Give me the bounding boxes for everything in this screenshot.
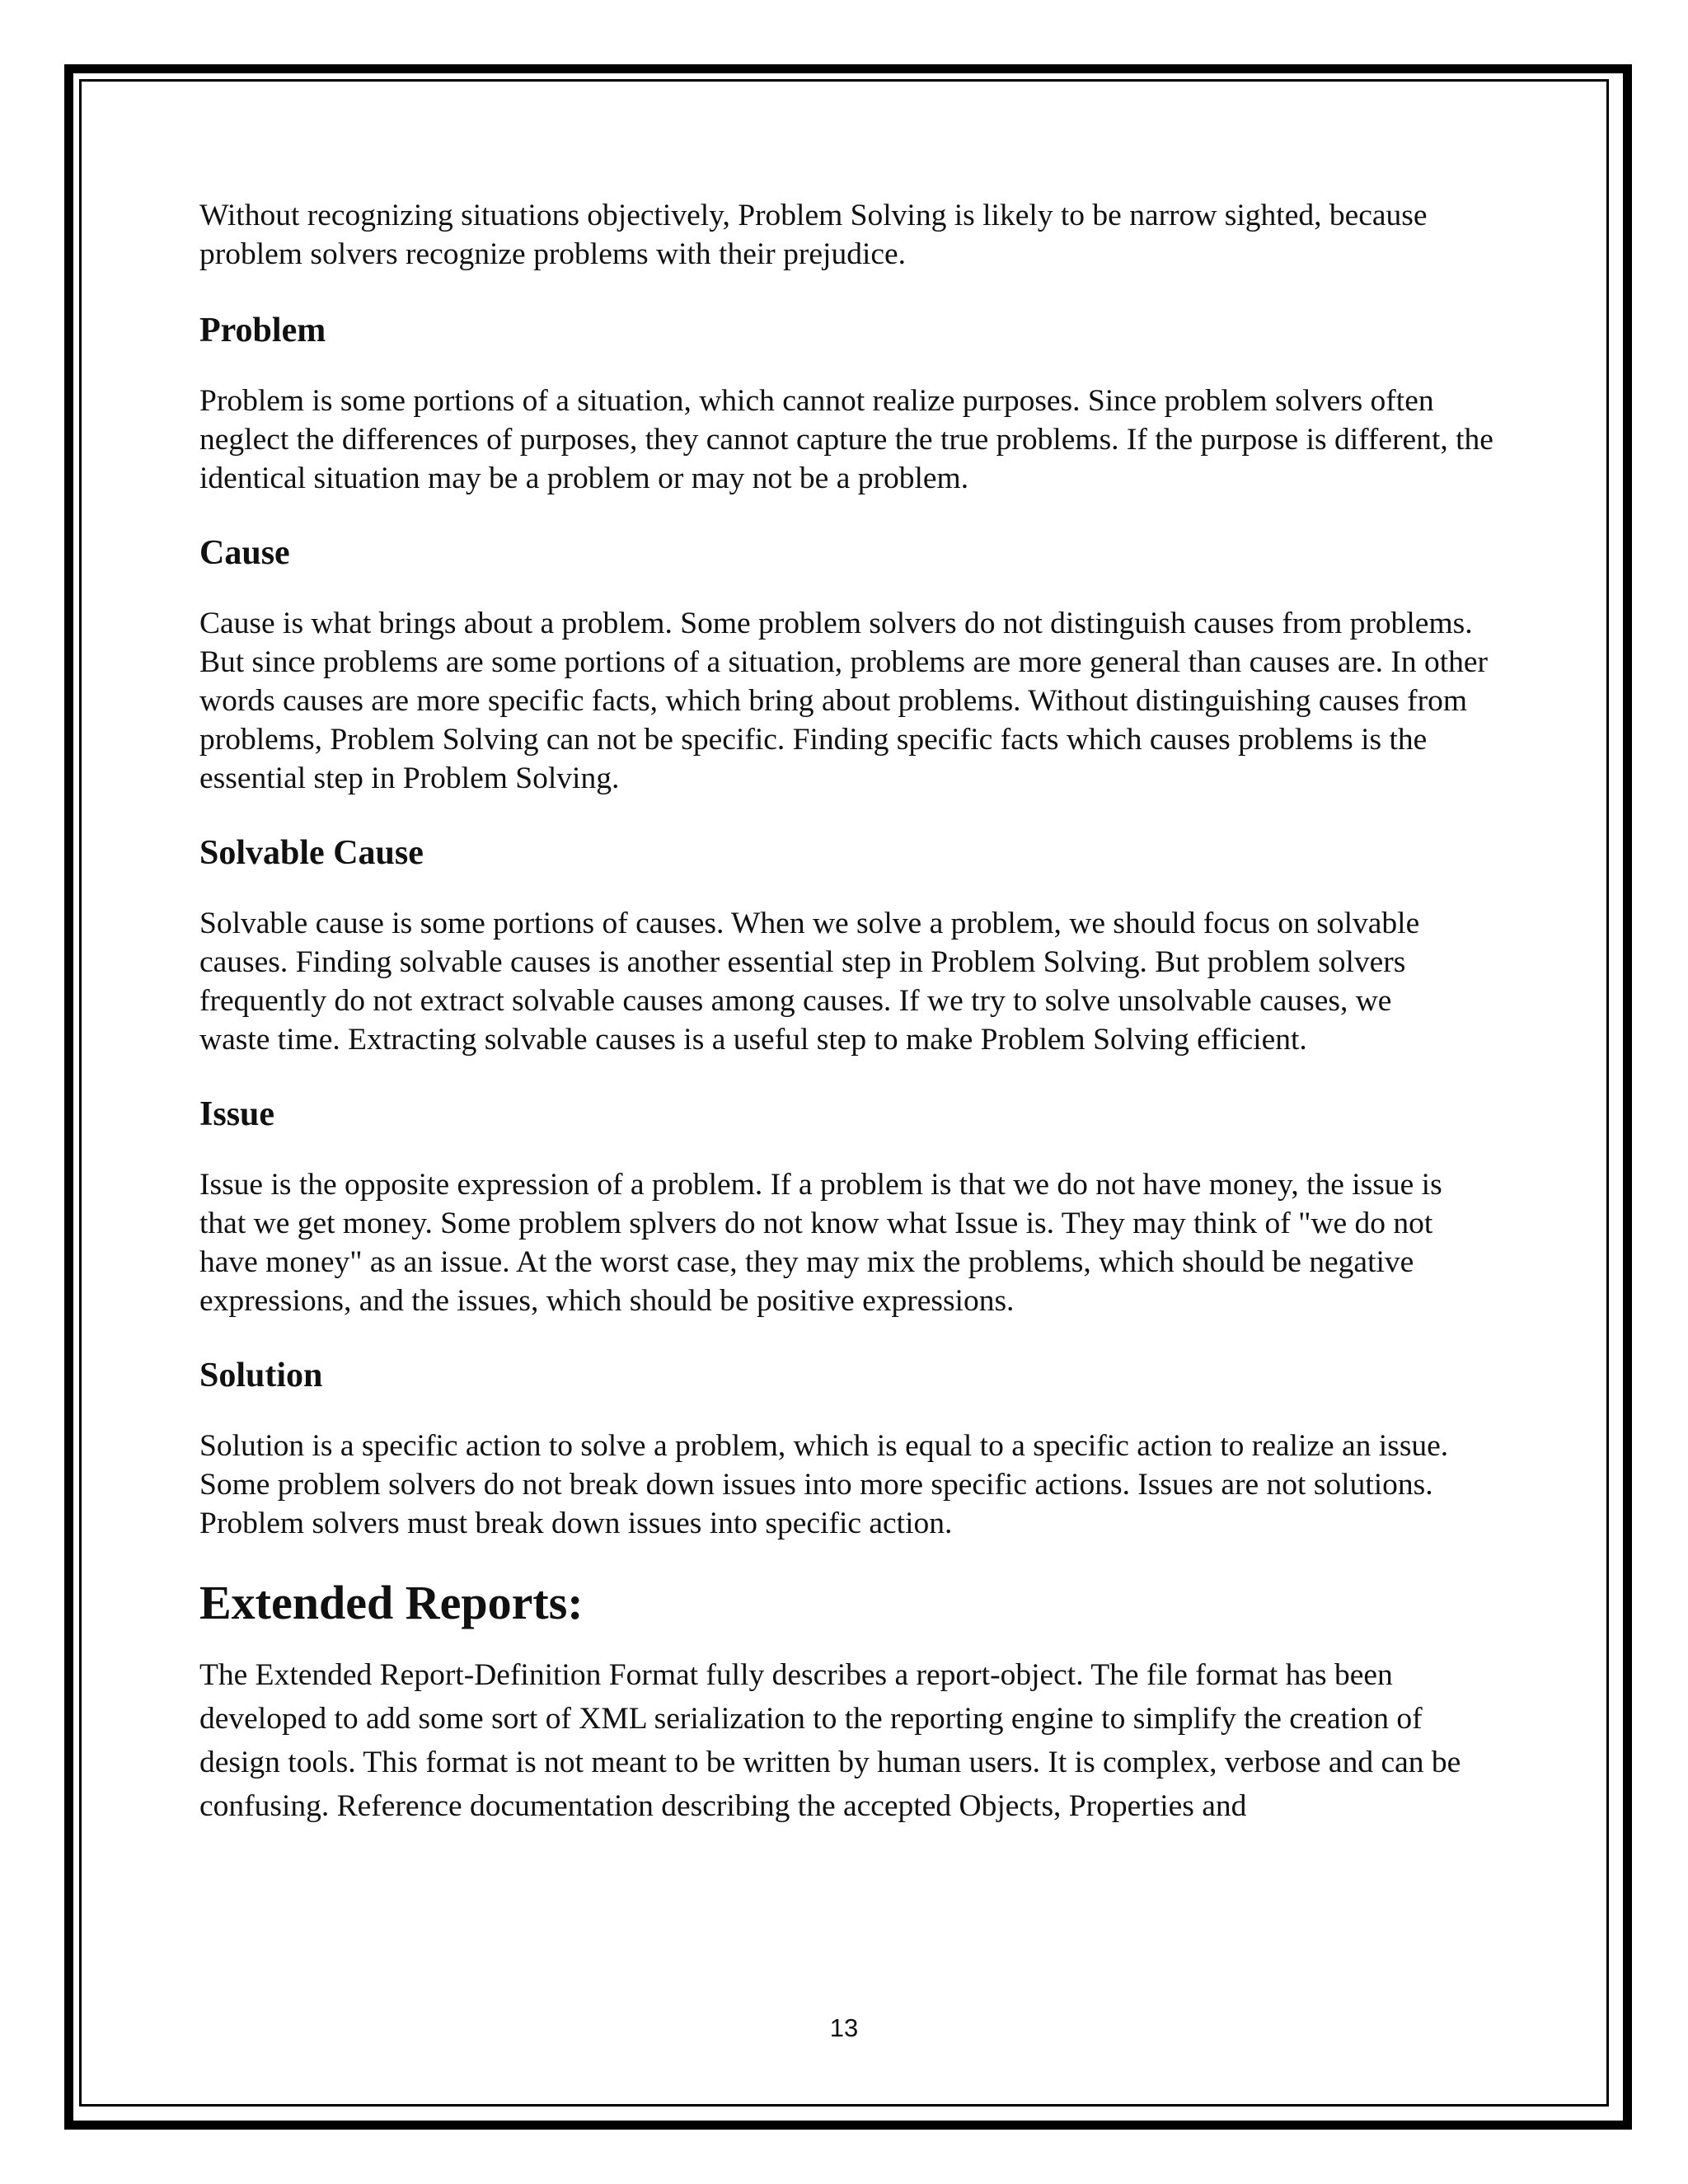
section-heading-solvable-cause: Solvable Cause (199, 834, 424, 872)
extended-reports-heading: Extended Reports: (199, 1576, 584, 1629)
section-body-problem: Problem is some portions of a situation, which cannot realize purposes. Since problem solvers often neglect the differences of purposes, they cannot capture the true problems. If the purpose is different, the identical situation may be a problem or may not be a problem. (199, 384, 1493, 495)
page-number: 13 (829, 2013, 859, 2042)
extended-reports-body: The Extended Report-Definition Format fully describes a report-object. The file format has been developed to add some sort of XML serialization to the reporting engine to simplify the creation of design tools. This format is not meant to be written by human users. It is complex, verbose and can be confusing. Reference documentation describing the accepted Objects, Properties and (199, 1658, 1461, 1823)
intro-paragraph: Without recognizing situations objectively, Problem Solving is likely to be narrow sighted, because problem solvers recognize problems with their prejudice. (199, 199, 1428, 271)
section-body-cause: Cause is what brings about a problem. Some problem solvers do not distinguish causes from problems. But since problems are some portions of a situation, problems are more general than causes are. In other words causes are more specific facts, which bring about problems. Without distinguishing causes from problems, Problem Solving can not be specific. Finding specific facts which causes problems is the essential step in Problem Solving. (199, 607, 1489, 795)
section-body-solvable-cause: Solvable cause is some portions of causes. When we solve a problem, we should focus on solvable causes. Finding solvable causes is another essential step in Problem Solving. But problem solvers frequently do not extract solvable causes among causes. If we try to solve unsolvable causes, we waste time. Extracting solvable causes is a useful step to make Problem Solving efficient. (199, 907, 1420, 1057)
section-body-issue: Issue is the opposite expression of a problem. If a problem is that we do not have money, the issue is that we get money. Some problem splvers do not know what Issue is. They may think of "we do not have money" as an issue. At the worst case, they may mix the problems, which should be negative expressions, and the issues, which should be positive expressions. (199, 1168, 1442, 1318)
section-heading-cause: Cause (199, 534, 290, 572)
page-content (199, 196, 1493, 1828)
section-body-solution: Solution is a specific action to solve a problem, which is equal to a specific action to realize an issue. Some problem solvers do not break down issues into more specific actions. Issues are not solutions. Problem solvers must break down issues into specific action. (199, 1429, 1449, 1540)
section-heading-solution: Solution (199, 1357, 323, 1394)
section-heading-issue: Issue (199, 1095, 275, 1133)
section-heading-problem: Problem (199, 312, 326, 349)
